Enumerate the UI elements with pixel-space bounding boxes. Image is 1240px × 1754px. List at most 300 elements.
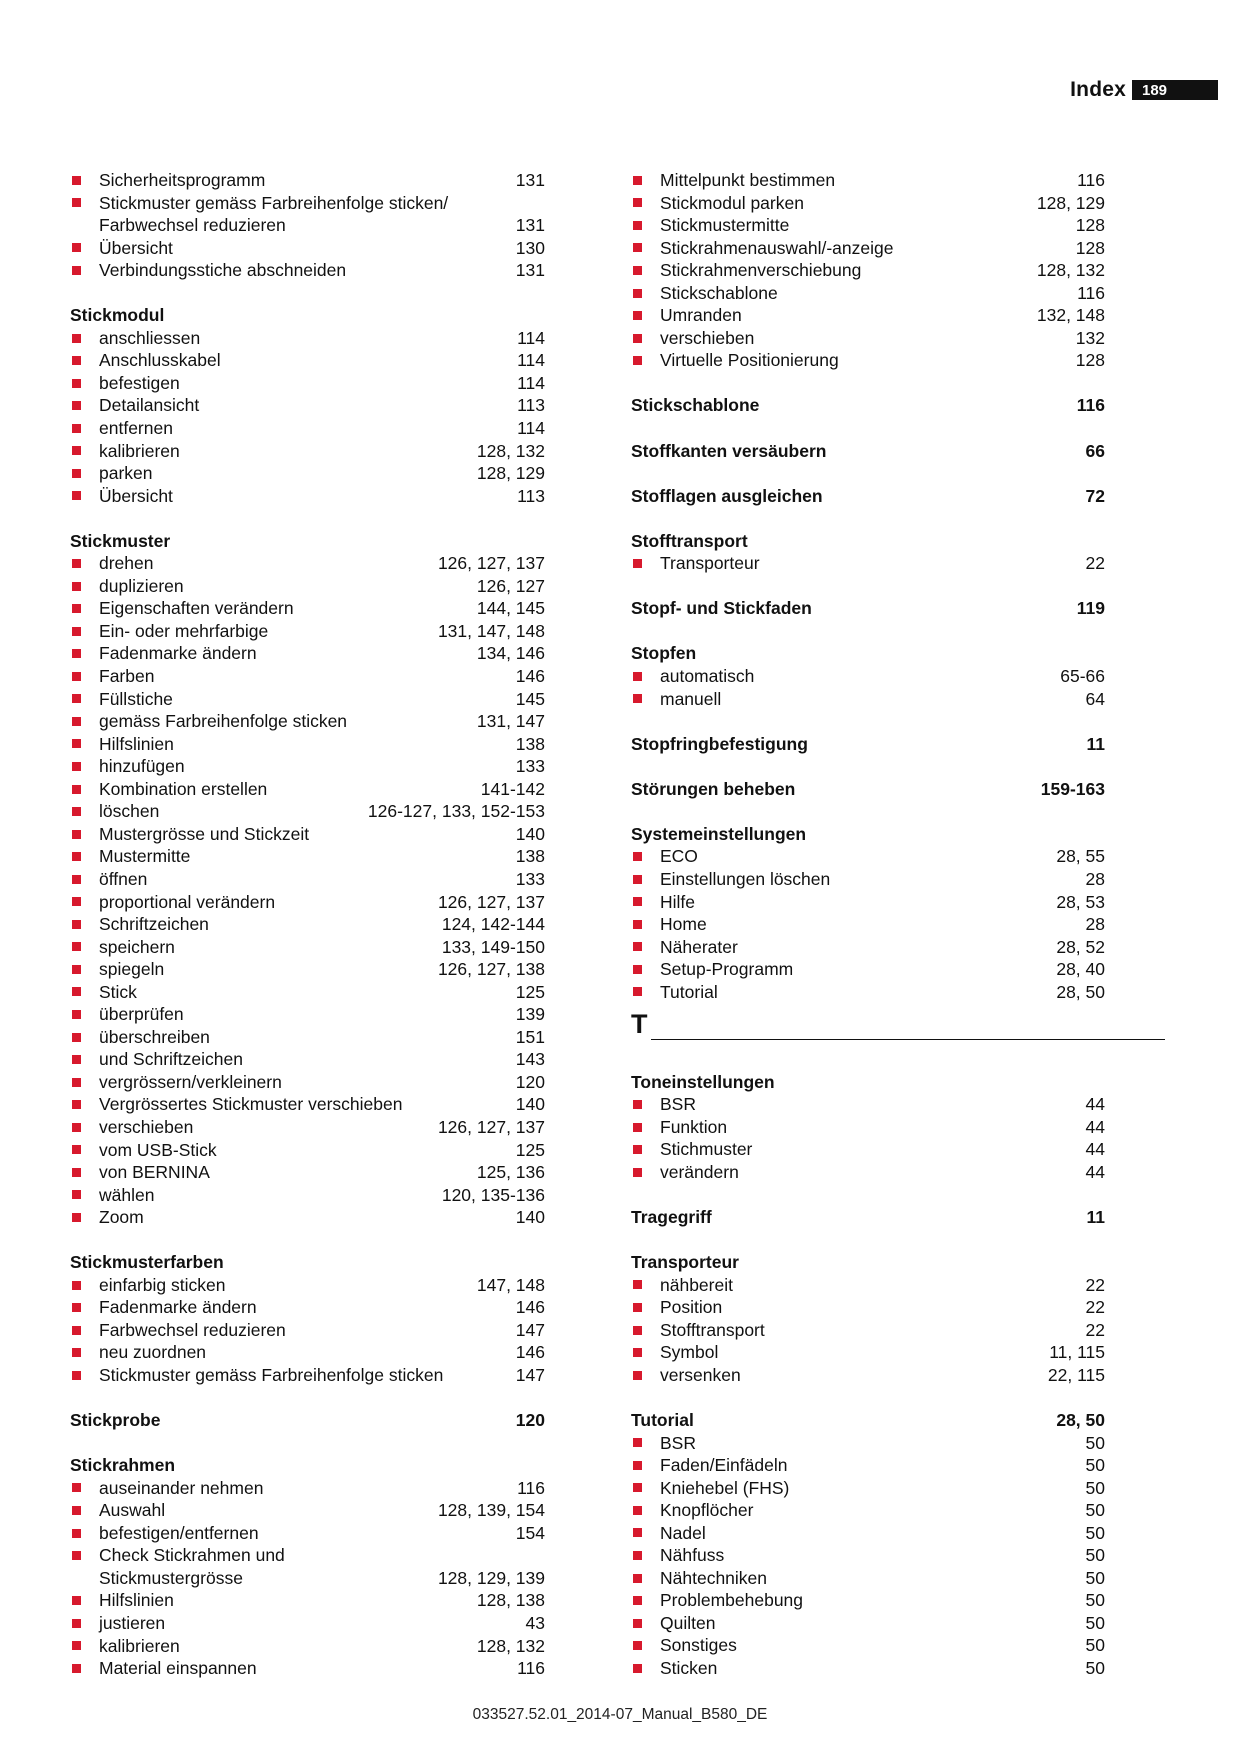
bullet-square-icon — [72, 920, 81, 929]
index-column-left — [70, 169, 545, 1680]
bullet-square-icon — [633, 965, 642, 974]
entry-text: Eigenschaften verändern — [99, 598, 294, 619]
entry-label-wrap — [70, 642, 257, 665]
entry-label-wrap — [631, 259, 861, 282]
bullet-square-icon — [72, 830, 81, 839]
bullet-square-icon — [72, 176, 81, 185]
entry-label-wrap — [631, 1454, 787, 1477]
entry-text: überprüfen — [99, 1004, 184, 1025]
entry-label-wrap — [631, 1612, 715, 1635]
entry-label-wrap — [70, 710, 347, 733]
entry-text: Stickmodul — [70, 305, 165, 326]
entry-text: Näherater — [660, 936, 738, 957]
section-letter: T — [631, 1009, 648, 1040]
index-entry — [631, 845, 1105, 868]
index-entry — [70, 642, 545, 665]
entry-label-wrap — [70, 552, 154, 575]
entry-pages: 28 — [1085, 914, 1105, 935]
entry-text: vom USB-Stick — [99, 1139, 217, 1160]
index-entry — [631, 552, 1105, 575]
entry-pages: 113 — [517, 485, 545, 506]
index-entry — [631, 282, 1105, 305]
index-entry — [631, 1296, 1105, 1319]
index-entry — [70, 485, 545, 508]
entry-pages: 125 — [515, 1139, 545, 1160]
index-entry — [631, 192, 1105, 215]
entry-text: Stickmuster — [70, 530, 171, 551]
entry-pages: 128, 139, 154 — [437, 1500, 545, 1521]
entry-pages: 11 — [1086, 1207, 1105, 1228]
entry-label-wrap — [70, 868, 147, 891]
bullet-square-icon — [72, 491, 81, 500]
entry-pages: 126, 127, 137 — [437, 553, 545, 574]
entry-label-wrap — [70, 372, 180, 395]
bullet-square-icon — [633, 875, 642, 884]
section-gap — [631, 755, 1105, 778]
index-entry — [70, 936, 545, 959]
entry-label-wrap — [70, 733, 174, 756]
bullet-square-icon — [633, 559, 642, 568]
index-entry — [70, 259, 545, 282]
index-heading — [631, 530, 1105, 553]
entry-text: Faden/Einfädeln — [660, 1455, 788, 1476]
entry-pages: 128, 132 — [476, 440, 545, 461]
index-heading — [631, 1071, 1105, 1094]
bullet-square-icon — [633, 356, 642, 365]
index-column-right — [631, 169, 1105, 1680]
entry-pages: 131, 147 — [476, 711, 545, 732]
index-heading — [70, 1251, 545, 1274]
bullet-square-icon — [72, 1551, 81, 1560]
entry-text: öffnen — [99, 868, 148, 889]
index-entry — [70, 1589, 545, 1612]
entry-text: Stickmuster gemäss Farbreihenfolge sticken — [99, 1364, 444, 1385]
entry-label-wrap — [631, 823, 806, 846]
document-footer: 033527.52.01_2014-07_Manual_B580_DE — [472, 1706, 768, 1723]
entry-pages: 120 — [515, 1410, 545, 1431]
entry-text: Stichmuster — [660, 1139, 753, 1160]
index-entry — [631, 958, 1105, 981]
bullet-square-icon — [633, 1438, 642, 1447]
section-gap — [631, 1386, 1105, 1409]
bullet-square-icon — [72, 1055, 81, 1064]
entry-label-wrap — [631, 665, 754, 688]
entry-pages: 139 — [515, 1004, 545, 1025]
index-heading — [631, 1251, 1105, 1274]
index-entry — [70, 1296, 545, 1319]
bullet-square-icon — [72, 1664, 81, 1673]
entry-label-wrap — [631, 1567, 767, 1590]
index-entry — [631, 936, 1105, 959]
entry-text: Stickmusterfarben — [70, 1252, 224, 1273]
index-entry — [70, 1612, 545, 1635]
bullet-square-icon — [633, 1528, 642, 1537]
index-entry — [631, 1567, 1105, 1590]
entry-text: drehen — [99, 553, 154, 574]
index-heading — [631, 733, 1105, 756]
bullet-square-icon — [633, 694, 642, 703]
entry-label-wrap — [631, 552, 760, 575]
entry-text: Einstellungen löschen — [660, 868, 831, 889]
bullet-square-icon — [72, 1348, 81, 1357]
entry-pages: 50 — [1085, 1545, 1105, 1566]
bullet-square-icon — [72, 672, 81, 681]
entry-label-wrap — [631, 688, 721, 711]
entry-pages: 50 — [1085, 1590, 1105, 1611]
entry-label-wrap — [631, 485, 823, 508]
section-gap — [631, 1184, 1105, 1207]
entry-label-wrap — [631, 1544, 724, 1567]
entry-pages: 126, 127 — [476, 575, 545, 596]
index-entry — [631, 913, 1105, 936]
entry-label-wrap — [70, 1544, 285, 1567]
entry-pages: 50 — [1085, 1522, 1105, 1543]
entry-text: kalibrieren — [99, 440, 180, 461]
entry-label-wrap — [70, 1477, 263, 1500]
entry-text: proportional verändern — [99, 891, 276, 912]
entry-label-wrap — [631, 1319, 765, 1342]
entry-label-wrap — [70, 1635, 180, 1658]
entry-text: Verbindungsstiche abschneiden — [99, 260, 347, 281]
bullet-square-icon — [72, 627, 81, 636]
bullet-square-icon — [72, 446, 81, 455]
entry-pages: 133 — [515, 868, 545, 889]
bullet-square-icon — [72, 1371, 81, 1380]
index-entry — [631, 981, 1105, 1004]
index-entry — [631, 304, 1105, 327]
entry-text: Hilfslinien — [99, 733, 174, 754]
index-entry — [631, 214, 1105, 237]
entry-text: Umranden — [660, 305, 742, 326]
entry-text: Home — [660, 914, 707, 935]
entry-text: versenken — [660, 1364, 741, 1385]
entry-pages: 128, 132 — [1036, 260, 1105, 281]
bullet-square-icon — [633, 176, 642, 185]
entry-text: Setup-Programm — [660, 959, 794, 980]
entry-text: Übersicht — [99, 485, 173, 506]
index-entry — [70, 1477, 545, 1500]
entry-label-wrap — [70, 214, 286, 237]
bullet-square-icon — [633, 289, 642, 298]
entry-text: Stickprobe — [70, 1410, 161, 1431]
entry-label-wrap — [631, 304, 742, 327]
entry-pages: 125 — [515, 981, 545, 1002]
entry-label-wrap — [631, 913, 707, 936]
entry-text: befestigen/entfernen — [99, 1522, 259, 1543]
entry-text: Nähfuss — [660, 1545, 725, 1566]
entry-text: Stickschablone — [631, 395, 760, 416]
bullet-square-icon — [72, 694, 81, 703]
entry-pages: 140 — [515, 823, 545, 844]
entry-text: kalibrieren — [99, 1635, 180, 1656]
entry-text: Anschlusskabel — [99, 350, 221, 371]
entry-pages: 113 — [517, 395, 545, 416]
entry-label-wrap — [631, 349, 839, 372]
entry-text: Stick — [99, 981, 137, 1002]
entry-label-wrap — [631, 1499, 753, 1522]
entry-text: Mustergrösse und Stickzeit — [99, 823, 310, 844]
entry-label-wrap — [70, 1657, 257, 1680]
entry-pages: 116 — [1077, 282, 1105, 303]
index-heading — [70, 1409, 545, 1432]
index-entry — [631, 1319, 1105, 1342]
entry-label-wrap — [631, 1274, 733, 1297]
index-entry — [70, 372, 545, 395]
entry-label-wrap — [631, 1251, 739, 1274]
entry-pages: 154 — [515, 1522, 545, 1543]
index-entry — [70, 1026, 545, 1049]
section-gap — [70, 282, 545, 305]
section-gap — [631, 417, 1105, 440]
bullet-square-icon — [72, 1213, 81, 1222]
entry-pages: 44 — [1085, 1116, 1105, 1137]
entry-label-wrap — [631, 936, 738, 959]
index-entry — [70, 845, 545, 868]
bullet-square-icon — [633, 1348, 642, 1357]
entry-pages: 128, 132 — [476, 1635, 545, 1656]
entry-text: Check Stickrahmen und — [99, 1545, 285, 1566]
entry-label-wrap — [70, 1003, 184, 1026]
bullet-square-icon — [72, 1483, 81, 1492]
index-entry — [70, 891, 545, 914]
index-entry — [70, 394, 545, 417]
entry-text: Systemeinstellungen — [631, 823, 807, 844]
entry-text: befestigen — [99, 372, 180, 393]
entry-label-wrap — [70, 1026, 210, 1049]
entry-label-wrap — [70, 913, 209, 936]
entry-pages: 11, 115 — [1049, 1342, 1105, 1363]
entry-text: Fadenmarke ändern — [99, 643, 257, 664]
entry-label-wrap — [70, 1206, 144, 1229]
index-entry — [631, 1589, 1105, 1612]
entry-text: entfernen — [99, 418, 173, 439]
entry-pages: 22 — [1085, 553, 1105, 574]
entry-pages: 133, 149-150 — [441, 936, 545, 957]
entry-text: Stoffkanten versäubern — [631, 440, 827, 461]
entry-text: Toneinstellungen — [631, 1071, 775, 1092]
index-entry — [70, 868, 545, 891]
entry-label-wrap — [631, 733, 808, 756]
bullet-square-icon — [633, 942, 642, 951]
entry-text: hinzufügen — [99, 756, 185, 777]
entry-pages: 114 — [517, 372, 545, 393]
entry-pages: 22, 115 — [1047, 1364, 1105, 1385]
entry-pages: 114 — [517, 327, 545, 348]
index-entry — [631, 665, 1105, 688]
index-heading — [70, 1454, 545, 1477]
entry-text: duplizieren — [99, 575, 184, 596]
bullet-square-icon — [633, 1619, 642, 1628]
bullet-square-icon — [72, 1145, 81, 1154]
entry-text: Schriftzeichen — [99, 914, 209, 935]
index-entry — [70, 1319, 545, 1342]
entry-label-wrap — [70, 1139, 217, 1162]
index-entry — [631, 1341, 1105, 1364]
bullet-square-icon — [633, 672, 642, 681]
bullet-square-icon — [72, 1641, 81, 1650]
bullet-square-icon — [72, 1619, 81, 1628]
entry-pages: 138 — [515, 733, 545, 754]
bullet-square-icon — [72, 198, 81, 207]
entry-pages: 143 — [515, 1049, 545, 1070]
entry-text: manuell — [660, 688, 722, 709]
entry-text: wählen — [99, 1184, 155, 1205]
entry-pages: 131 — [515, 260, 545, 281]
index-entry — [631, 1612, 1105, 1635]
entry-label-wrap — [70, 1048, 243, 1071]
bullet-square-icon — [72, 1281, 81, 1290]
entry-text: Stopfringbefestigung — [631, 733, 808, 754]
index-entry — [70, 1139, 545, 1162]
section-gap — [631, 710, 1105, 733]
entry-text: Stickrahmen — [70, 1455, 176, 1476]
entry-text: Stickmustermitte — [660, 215, 790, 236]
index-entry — [70, 665, 545, 688]
index-entry — [631, 237, 1105, 260]
entry-text: Störungen beheben — [631, 778, 796, 799]
entry-pages: 145 — [515, 688, 545, 709]
entry-pages: 116 — [517, 1658, 545, 1679]
section-gap — [631, 620, 1105, 643]
bullet-square-icon — [72, 785, 81, 794]
entry-label-wrap — [70, 1589, 174, 1612]
entry-text: Übersicht — [99, 237, 173, 258]
entry-text: Auswahl — [99, 1500, 166, 1521]
entry-text: Position — [660, 1297, 723, 1318]
index-entry — [70, 710, 545, 733]
bullet-square-icon — [72, 424, 81, 433]
bullet-square-icon — [633, 852, 642, 861]
entry-pages: 50 — [1085, 1658, 1105, 1678]
entry-label-wrap — [631, 1589, 803, 1612]
entry-text: neu zuordnen — [99, 1342, 207, 1363]
entry-pages: 43 — [525, 1613, 545, 1633]
index-entry — [631, 327, 1105, 350]
bullet-square-icon — [633, 1641, 642, 1650]
entry-pages: 128, 129 — [476, 463, 545, 484]
entry-pages: 134, 146 — [476, 643, 545, 664]
entry-label-wrap — [70, 485, 173, 508]
entry-label-wrap — [631, 1432, 696, 1455]
page-header — [1070, 78, 1218, 102]
entry-text: Nähtechniken — [660, 1567, 768, 1588]
bullet-square-icon — [633, 1123, 642, 1132]
entry-label-wrap — [631, 642, 696, 665]
entry-pages: 120, 135-136 — [441, 1184, 545, 1205]
entry-label-wrap — [631, 1409, 694, 1432]
entry-label-wrap — [70, 597, 294, 620]
entry-text: Füllstiche — [99, 688, 173, 709]
index-title: Index — [1070, 78, 1126, 101]
entry-text: gemäss Farbreihenfolge sticken — [99, 711, 348, 732]
index-entry — [631, 1634, 1105, 1657]
index-heading — [631, 485, 1105, 508]
entry-pages: 140 — [515, 1094, 545, 1115]
entry-text: spiegeln — [99, 959, 165, 980]
entry-label-wrap — [70, 1612, 165, 1635]
entry-label-wrap — [70, 327, 200, 350]
bullet-square-icon — [72, 1123, 81, 1132]
index-entry — [70, 1341, 545, 1364]
entry-label-wrap — [70, 1093, 402, 1116]
entry-label-wrap — [70, 237, 173, 260]
index-heading — [631, 394, 1105, 417]
bullet-square-icon — [633, 1168, 642, 1177]
entry-pages: 126, 127, 137 — [437, 1116, 545, 1137]
entry-label-wrap — [70, 1499, 165, 1522]
entry-text: Sticken — [660, 1658, 718, 1678]
entry-pages: 128, 129, 139 — [437, 1567, 545, 1588]
entry-text: nähbereit — [660, 1274, 733, 1295]
index-entry — [631, 1454, 1105, 1477]
index-entry — [70, 981, 545, 1004]
entry-pages: 50 — [1085, 1635, 1105, 1656]
entry-text: Kombination erstellen — [99, 778, 268, 799]
entry-label-wrap — [631, 237, 893, 260]
entry-text: von BERNINA — [99, 1162, 210, 1183]
entry-label-wrap — [631, 1138, 752, 1161]
entry-text: Stopf- und Stickfaden — [631, 598, 812, 619]
bullet-square-icon — [72, 1010, 81, 1019]
entry-text: Knopflöcher — [660, 1500, 754, 1521]
entry-pages: 28 — [1085, 868, 1105, 889]
bullet-square-icon — [633, 987, 642, 996]
index-heading — [631, 597, 1105, 620]
entry-pages: 144, 145 — [476, 598, 545, 619]
index-entry — [70, 327, 545, 350]
bullet-square-icon — [72, 807, 81, 816]
entry-pages: 131 — [515, 170, 545, 190]
entry-label-wrap — [631, 1364, 741, 1387]
index-entry — [70, 1567, 545, 1590]
entry-pages: 50 — [1085, 1477, 1105, 1498]
bullet-square-icon — [633, 1280, 642, 1289]
entry-label-wrap — [70, 575, 184, 598]
entry-label-wrap — [70, 169, 265, 192]
index-entry — [70, 169, 545, 192]
index-entry — [70, 800, 545, 823]
bullet-square-icon — [633, 243, 642, 252]
entry-text: anschliessen — [99, 327, 201, 348]
entry-pages: 126, 127, 137 — [437, 891, 545, 912]
bullet-square-icon — [72, 356, 81, 365]
index-entry — [70, 1274, 545, 1297]
entry-pages: 116 — [517, 1477, 545, 1498]
entry-text: verändern — [660, 1161, 739, 1182]
entry-label-wrap — [631, 868, 830, 891]
index-entry — [70, 575, 545, 598]
entry-label-wrap — [631, 958, 793, 981]
index-heading — [631, 440, 1105, 463]
bullet-square-icon — [633, 1483, 642, 1492]
index-entry — [631, 1161, 1105, 1184]
entry-text: Stickmuster gemäss Farbreihenfolge sticken/ — [99, 192, 449, 213]
section-gap — [631, 575, 1105, 598]
entry-text: und Schriftzeichen — [99, 1049, 243, 1070]
entry-text: Detailansicht — [99, 395, 200, 416]
index-entry — [70, 778, 545, 801]
section-gap — [70, 1229, 545, 1252]
entry-pages: 28, 50 — [1056, 1409, 1105, 1430]
section-gap — [631, 1229, 1105, 1252]
entry-text: Mustermitte — [99, 846, 191, 867]
bullet-square-icon — [633, 1461, 642, 1470]
index-entry — [70, 1093, 545, 1116]
entry-label-wrap — [631, 440, 826, 463]
entry-pages: 28, 50 — [1056, 981, 1105, 1002]
entry-pages: 50 — [1085, 1567, 1105, 1588]
bullet-square-icon — [72, 401, 81, 410]
